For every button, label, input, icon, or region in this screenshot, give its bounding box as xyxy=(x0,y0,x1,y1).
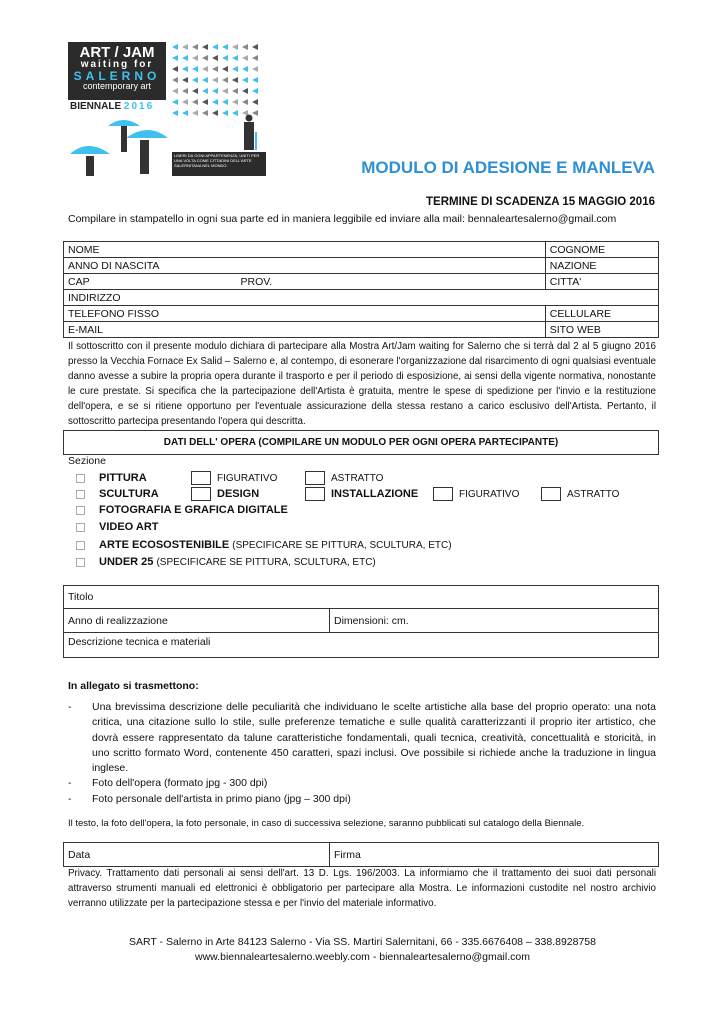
row-video-art xyxy=(76,519,159,535)
logo-triangle xyxy=(232,44,238,50)
label-scultura: SCULTURA xyxy=(99,488,159,500)
checkbox-figurativo-2[interactable] xyxy=(433,487,453,501)
checkbox-scultura[interactable] xyxy=(76,490,85,499)
checkbox-figurativo[interactable] xyxy=(191,471,211,485)
field-data[interactable]: Data xyxy=(64,843,330,867)
label-under-25: UNDER 25 xyxy=(99,556,154,568)
logo-biennale: BIENNALE 2016 xyxy=(70,101,155,112)
logo-triangle xyxy=(222,55,228,61)
field-sito[interactable]: SITO WEB xyxy=(545,322,658,338)
field-nazione[interactable]: NAZIONE xyxy=(545,258,658,274)
logo-triangle xyxy=(252,55,258,61)
row-fotografia xyxy=(76,502,288,518)
label-astratto-2: ASTRATTO xyxy=(567,488,620,500)
logo-triangle xyxy=(222,44,228,50)
field-anno-nascita[interactable]: ANNO DI NASCITA xyxy=(64,258,546,274)
logo-triangle xyxy=(232,88,238,94)
catalog-note: Il testo, la foto dell'opera, la foto personale, in caso di successiva selezione, saranno pubblicati sul catalogo della Biennale. xyxy=(68,818,585,829)
specify-note-2: (SPECIFICARE SE PITTURA, SCULTURA, ETC) xyxy=(156,556,376,568)
logo-triangle xyxy=(192,110,198,116)
logo-line1: ART / JAM xyxy=(79,44,155,61)
field-dimensioni[interactable]: Dimensioni: cm. xyxy=(330,609,659,633)
logo-triangle xyxy=(242,88,248,94)
logo-triangle xyxy=(252,77,258,83)
logo-triangle xyxy=(242,99,248,105)
logo-triangle xyxy=(252,44,258,50)
logo-triangle xyxy=(232,110,238,116)
label-installazione: INSTALLAZIONE xyxy=(331,488,419,500)
field-indirizzo[interactable]: INDIRIZZO xyxy=(64,290,659,306)
checkbox-under-25[interactable] xyxy=(76,558,85,567)
umbrella-figures-icon xyxy=(68,114,172,176)
logo-triangle xyxy=(192,88,198,94)
row-scultura xyxy=(76,486,619,502)
logo-triangle xyxy=(222,77,228,83)
logo-triangle xyxy=(182,55,188,61)
logo-triangle xyxy=(202,66,208,72)
logo-triangle xyxy=(172,88,178,94)
page-title: MODULO DI ADESIONE E MANLEVA xyxy=(361,158,655,177)
logo-triangle xyxy=(242,44,248,50)
logo-triangle xyxy=(222,66,228,72)
logo-triangle xyxy=(172,77,178,83)
checkbox-installazione[interactable] xyxy=(305,487,325,501)
logo-triangle xyxy=(242,77,248,83)
logo-triangle xyxy=(202,77,208,83)
logo-triangle xyxy=(242,55,248,61)
logo-triangle xyxy=(172,55,178,61)
field-anno-realizzazione[interactable]: Anno di realizzazione xyxy=(64,609,330,633)
list-item: - Foto dell'opera (formato jpg - 300 dpi) xyxy=(68,777,268,790)
checkbox-astratto[interactable] xyxy=(305,471,325,485)
opera-table xyxy=(63,585,659,658)
logo-triangle xyxy=(242,66,248,72)
label-design: DESIGN xyxy=(217,488,260,500)
personal-data-table xyxy=(63,241,659,338)
label-pittura: PITTURA xyxy=(99,472,147,484)
logo-triangle xyxy=(222,110,228,116)
label-astratto: ASTRATTO xyxy=(331,472,384,484)
logo-triangle xyxy=(232,55,238,61)
allegato-list xyxy=(68,700,656,807)
logo-triangle xyxy=(182,77,188,83)
row-arte-ecosostenibile xyxy=(76,537,452,553)
checkbox-video-art[interactable] xyxy=(76,523,85,532)
footer-contacts: www.biennaleartesalerno.weebly.com - biennaleartesalerno@gmail.com xyxy=(195,951,530,963)
logo-triangle xyxy=(172,66,178,72)
logo-triangle xyxy=(252,66,258,72)
field-cellulare[interactable]: CELLULARE xyxy=(545,306,658,322)
logo-triangle xyxy=(182,110,188,116)
field-email[interactable]: E-MAIL xyxy=(64,322,546,338)
row-under-25 xyxy=(76,554,376,570)
label-video-art: VIDEO ART xyxy=(99,521,159,533)
logo-triangle xyxy=(202,99,208,105)
logo-triangle xyxy=(182,44,188,50)
logo-triangle xyxy=(232,66,238,72)
instructions: Compilare in stampatello in ogni sua parte ed in maniera leggibile ed inviare alla mail: bennaleartesalerno@gmail.com xyxy=(68,213,617,225)
logo-triangle xyxy=(182,66,188,72)
logo-triangle xyxy=(202,110,208,116)
logo-triangle xyxy=(192,99,198,105)
label-figurativo: FIGURATIVO xyxy=(217,472,278,484)
list-item: - Una brevissima descrizione delle peculiarità che individuano le scelte artistiche alla base del proprio operato: una nota critica, una citazione sullo lo stile, sulle preferenze tematiche e sulle qualità caratterizzanti il proprio iter artistico, che dovrà essere rappresentato da talune caratteristiche fondamentali, quali tecnica, creatività, concettualità e storicità, in uno scritto formato Word, contenente 450 caratteri, spazi inclusi. Ove possibile si richiede anche la traduzione in lingua inglese. xyxy=(68,701,656,775)
field-firma[interactable]: Firma xyxy=(330,843,659,867)
logo-triangle xyxy=(202,55,208,61)
field-telefono[interactable]: TELEFONO FISSO xyxy=(64,306,546,322)
logo-triangle xyxy=(192,77,198,83)
deadline: TERMINE DI SCADENZA 15 MAGGIO 2016 xyxy=(426,196,655,208)
checkbox-astratto-2[interactable] xyxy=(541,487,561,501)
logo-triangle xyxy=(252,88,258,94)
signature-table xyxy=(63,842,659,867)
logo-triangle xyxy=(192,44,198,50)
footer-address: SART - Salerno in Arte 84123 Salerno - Via SS. Martiri Salernitani, 66 - 335.6676408 – 338.8928758 xyxy=(129,936,596,948)
dati-opera-header: DATI DELL' OPERA (COMPILARE UN MODULO PER OGNI OPERA PARTECIPANTE) xyxy=(63,430,659,455)
declaration-text: Il sottoscritto con il presente modulo dichiara di partecipare alla Mostra Art/Jam waiting for Salerno che si terrà dal 2 al 5 giugno 2016 presso la Vecchia Fornace Ex Salid – Salerno e, al contempo, di esonerare l'organizzazione dal risarcimento di ogni qualsiasi eventuale danno avesse a subire la propria opera durante il trasporto e per il periodo di esposizione, ai sensi della vigente normativa, nonostante le cure prestate. Si specifica che la partecipazione dell'Artista è gratuita, mentre le spese di spedizione per l'invio e la restituzione dell'opera, e se si ritiene opportuno per l'eventuale assicurazione della stessa restano a carico esclusivo dell'Artista. Pertanto, il sottoscritto partecipa presentando l'opera qui descritta. xyxy=(68,341,656,427)
logo-triangle xyxy=(192,66,198,72)
standing-man-icon xyxy=(240,114,260,152)
row-pittura xyxy=(76,470,383,486)
logo-triangle xyxy=(212,88,218,94)
logo-triangle xyxy=(212,66,218,72)
logo-title-box xyxy=(68,42,166,100)
art-jam-logo xyxy=(68,42,266,176)
field-cap-prov[interactable]: CAP PROV. xyxy=(64,274,546,290)
logo-triangle xyxy=(172,110,178,116)
logo-triangle xyxy=(212,55,218,61)
list-item: - Foto personale dell'artista in primo piano (jpg – 300 dpi) xyxy=(68,792,351,805)
privacy-text: Privacy. Trattamento dati personali ai sensi dell'art. 13 D. Lgs. 196/2003. La informiamo che il trattamento dei suoi dati personali attraverso strumenti manuali ed elettronici è obbligatorio per partecipare alla Mostra. Le informazioni custodite nel nostro archivio verranno utilizzate per la partecipazione stessa e per l'invio del materiale informativo. xyxy=(68,868,656,909)
field-descrizione[interactable]: Descrizione tecnica e materiali xyxy=(64,633,659,658)
logo-triangle xyxy=(212,44,218,50)
logo-triangle xyxy=(182,99,188,105)
logo-triangle xyxy=(222,88,228,94)
sezione-label: Sezione xyxy=(68,455,106,467)
logo-triangle xyxy=(232,77,238,83)
logo-line3: SALERNO xyxy=(73,69,161,83)
logo-triangle xyxy=(252,99,258,105)
logo-triangle xyxy=(212,99,218,105)
logo-line4: contemporary art xyxy=(82,81,152,91)
label-figurativo-2: FIGURATIVO xyxy=(459,488,520,500)
logo-triangle xyxy=(192,55,198,61)
logo-triangle xyxy=(202,88,208,94)
field-cognome[interactable]: COGNOME xyxy=(545,242,658,258)
logo-triangle xyxy=(222,99,228,105)
label-arte-ecosostenibile: ARTE ECOSOSTENIBILE xyxy=(99,539,230,551)
field-citta[interactable]: CITTA' xyxy=(545,274,658,290)
field-nome[interactable]: NOME xyxy=(64,242,546,258)
specify-note: (SPECIFICARE SE PITTURA, SCULTURA, ETC) xyxy=(232,539,452,551)
logo-line2: waiting for xyxy=(80,59,154,70)
logo-triangle xyxy=(172,44,178,50)
field-titolo[interactable]: Titolo xyxy=(64,586,659,609)
logo-triangle xyxy=(182,88,188,94)
logo-slogan: LIBERI DA OGNI APPARTENENZA, UNITI PER UNA VOLTA COME CITTADINI DELL'ARTE SALERNITANA NEL MONDO. xyxy=(172,152,266,176)
logo-triangle xyxy=(172,99,178,105)
checkbox-arte-ecosostenibile[interactable] xyxy=(76,541,85,550)
checkbox-fotografia[interactable] xyxy=(76,506,85,515)
allegato-heading: In allegato si trasmettono: xyxy=(68,680,199,692)
checkbox-design[interactable] xyxy=(191,487,211,501)
logo-triangle-pattern xyxy=(172,44,264,116)
logo-triangle xyxy=(202,44,208,50)
logo-triangle xyxy=(212,110,218,116)
logo-triangle xyxy=(232,99,238,105)
logo-triangle xyxy=(212,77,218,83)
label-fotografia: FOTOGRAFIA E GRAFICA DIGITALE xyxy=(99,504,288,516)
checkbox-pittura[interactable] xyxy=(76,474,85,483)
